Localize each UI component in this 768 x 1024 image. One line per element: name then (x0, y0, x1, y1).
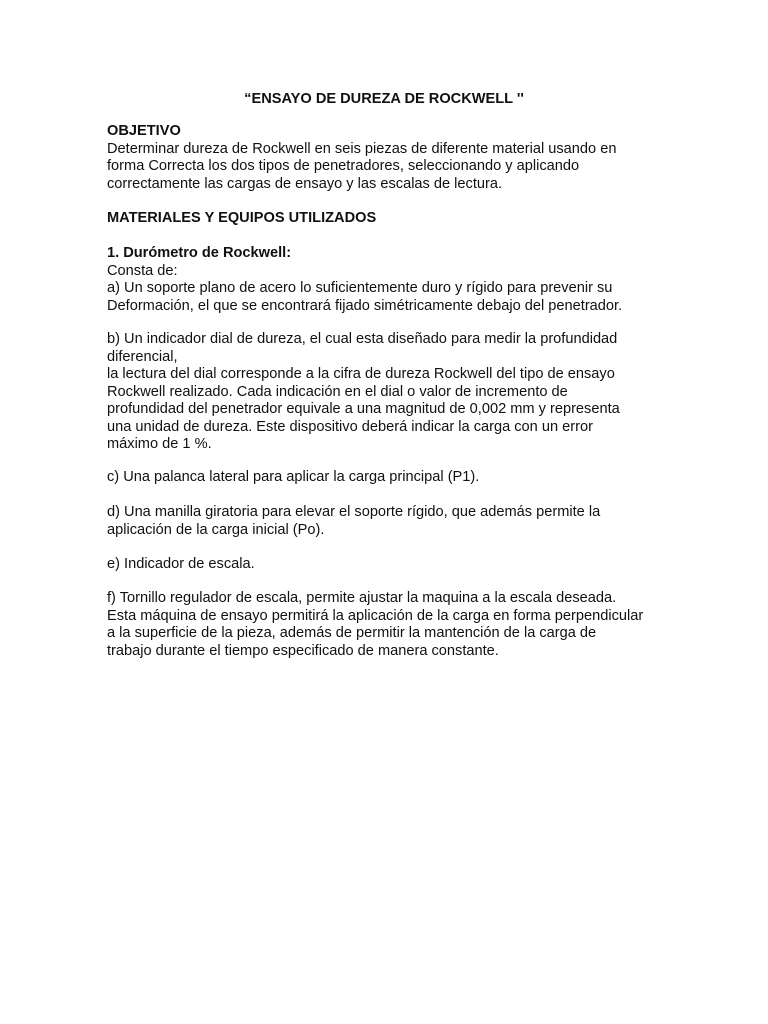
item-b-line: profundidad del penetrador equivale a una magnitud de 0,002 mm y representa (107, 401, 620, 417)
materiales-heading: MATERIALES Y EQUIPOS UTILIZADOS (107, 210, 377, 226)
item-c (107, 469, 687, 487)
item-a-line: a) Un soporte plano de acero lo suficientemente duro y rígido para prevenir su (107, 280, 613, 296)
item-b (107, 331, 687, 454)
item-b-line: Rockwell realizado. Cada indicación en el dial o valor de incremento de (107, 383, 568, 400)
item-f-line: f) Tornillo regulador de escala, permite ajustar la maquina a la escala deseada. (107, 590, 617, 606)
durometro-section (107, 245, 687, 315)
item-e (107, 556, 687, 574)
objetivo-line: Determinar dureza de Rockwell en seis piezas de diferente material usando en (107, 140, 617, 157)
item-d-line: aplicación de la carga inicial (Po). (107, 521, 325, 538)
durometro-intro: Consta de: (107, 262, 178, 279)
item-b-line: máximo de 1 %. (107, 436, 212, 452)
item-f-line: Esta máquina de ensayo permitirá la aplicación de la carga en forma perpendicular (107, 607, 644, 624)
item-b-line: una unidad de dureza. Este dispositivo deberá indicar la carga con un error (107, 418, 593, 435)
item-b-line: la lectura del dial corresponde a la cifra de dureza Rockwell del tipo de ensayo (107, 366, 615, 382)
objetivo-heading: OBJETIVO (107, 123, 181, 139)
item-b-line: diferencial, (107, 348, 178, 365)
materiales-section (107, 210, 687, 228)
objetivo-line: forma Correcta los dos tipos de penetradores, seleccionando y aplicando (107, 158, 580, 174)
item-f-line: a la superficie de la pieza, además de permitir la mantención de la carga de (107, 625, 597, 641)
item-d (107, 504, 687, 539)
objetivo-section (107, 123, 687, 193)
item-d-line: d) Una manilla giratoria para elevar el soporte rígido, que además permite la (107, 504, 601, 520)
durometro-heading: 1. Durómetro de Rockwell: (107, 245, 292, 261)
item-f (107, 590, 687, 660)
item-a-line: Deformación, el que se encontrará fijado simétricamente debajo del penetrador. (107, 297, 623, 314)
item-e-line: e) Indicador de escala. (107, 556, 255, 572)
item-c-line: c) Una palanca lateral para aplicar la carga principal (P1). (107, 469, 480, 485)
item-b-line: b) Un indicador dial de dureza, el cual esta diseñado para medir la profundidad (107, 331, 618, 347)
objetivo-line: correctamente las cargas de ensayo y las escalas de lectura. (107, 175, 503, 192)
document-title: “ENSAYO DE DUREZA DE ROCKWELL '' (244, 91, 524, 107)
item-f-line: trabajo durante el tiempo especificado de manera constante. (107, 642, 499, 659)
